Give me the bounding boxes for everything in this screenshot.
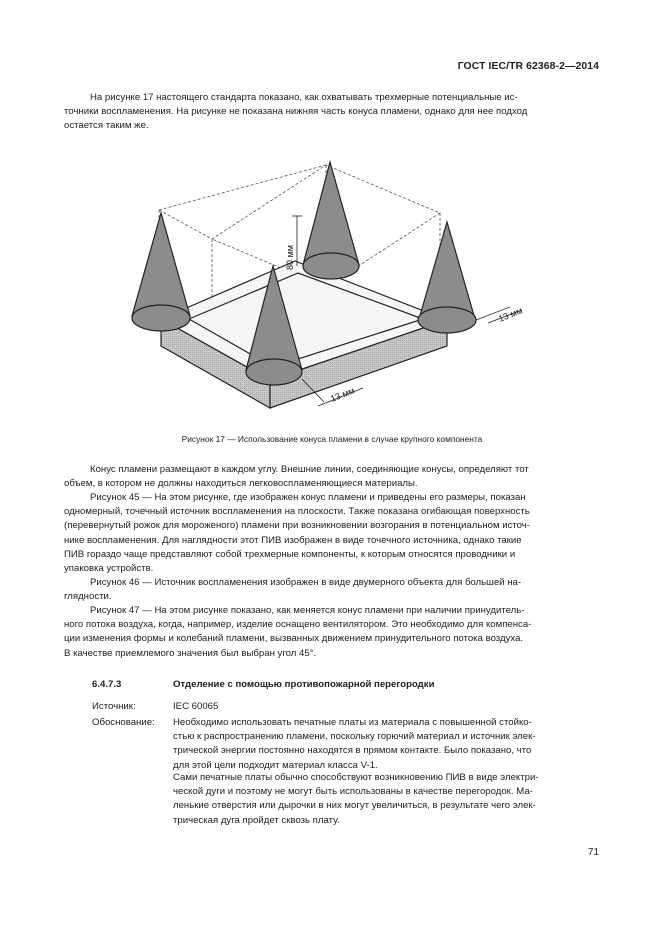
dimension-height-label: 80 мм — [285, 245, 295, 270]
paragraph-figure-46 — [64, 576, 600, 604]
paragraph-figure-45 — [64, 491, 600, 576]
text-line: Рисунок 45 — На этом рисунке, где изображен конус пламени и приведены его размеры, показан — [90, 492, 526, 503]
section-number: 6.4.7.3 — [92, 679, 122, 690]
text-line: точники воспламенения. На рисунке не показана нижняя часть конуса пламени, однако для нее подход — [64, 106, 528, 118]
component-board — [161, 261, 447, 408]
dimension-right-label: 13 мм — [497, 305, 524, 324]
rationale-paragraph-1 — [173, 716, 599, 773]
rationale-paragraph-2 — [173, 771, 599, 828]
text-line: Рисунок 46 — Источник воспламенения изображен в виде двумерного объекта для большей на- — [90, 577, 522, 588]
text-line: ческой дуги и поэтому не могут быть использованы в качестве перегородок. Ма- — [173, 786, 533, 798]
flame-cone — [132, 213, 190, 331]
text-line: объем, в котором не должны находиться легковоспламеняющиеся материалы. — [64, 478, 418, 490]
intro-paragraph — [64, 91, 600, 134]
flame-cone — [303, 162, 359, 279]
source-value: IEC 60065 — [173, 701, 219, 712]
dimension-bottom-label: 13 мм — [329, 385, 356, 404]
text-line: упаковка устройств. — [64, 563, 154, 575]
flame-cone — [418, 222, 476, 333]
text-line: стью к распространению пламени, поскольку горючий материал и источник элек- — [173, 731, 536, 743]
text-line: ПИВ гораздо чаще представляют собой трехмерные компоненты, к которым относятся проводники и — [64, 548, 516, 560]
source-label: Источник: — [92, 701, 136, 712]
text-line: ного потока воздуха, когда, например, изделие оснащено вентилятором. Это необходимо для компенса- — [64, 619, 532, 631]
text-line: (перевернутый рожок для мороженого) пламени при возникновении возгорания в потенциальном источ- — [64, 520, 530, 532]
text-line: Конус пламени размещают в каждом углу. Внешние линии, соединяющие конусы, определяют тот — [90, 464, 529, 475]
text-line: трической энергии постоянно находятся в прямом контакте. Было показано, что — [173, 745, 532, 757]
rationale-label: Обоснование: — [92, 717, 155, 728]
text-line: Необходимо использовать печатные платы из материала с повышенной стойко- — [173, 717, 532, 728]
paragraph-cones — [64, 463, 600, 491]
text-line: одномерный, точечный источник воспламенения на плоскости. Также показана огибающая поверхность — [64, 506, 530, 518]
paragraph-figure-47 — [64, 604, 600, 661]
text-line: Сами печатные платы обычно способствуют возникновению ПИВ в виде электри- — [173, 772, 539, 783]
text-line: нике воспламенения. Для наглядности этот ПИВ изображен в виде точечного источника, однако такие — [64, 534, 522, 546]
figure-17-diagram — [120, 150, 550, 420]
text-line: Рисунок 47 — На этом рисунке показано, как меняется конус пламени при наличии принудитель- — [90, 605, 525, 616]
text-line: трическая дуга пройдет сквозь плату. — [173, 814, 340, 826]
text-line: для этой цели подходит материал класса V-1. — [173, 759, 378, 771]
section-title: Отделение с помощью противопожарной перегородки — [173, 679, 435, 690]
page-number: 71 — [587, 847, 599, 858]
text-line: глядности. — [64, 591, 112, 603]
text-line: На рисунке 17 настоящего стандарта показано, как охватывать трехмерные потенциальные ис- — [90, 92, 518, 103]
figure-caption: Рисунок 17 — Использование конуса пламени в случае крупного компонента — [181, 434, 483, 444]
text-line: остается таким же. — [64, 120, 149, 132]
document-header: ГОСТ IEC/TR 62368-2—2014 — [457, 61, 599, 72]
text-line: В качестве приемлемого значения был выбран угол 45°. — [64, 647, 317, 659]
text-line: ции изменения формы и колебаний пламени, вызванных движением принудительного потока воздуха. — [64, 633, 524, 645]
text-line: ленькие отверстия или дырочки в них могут увеличиться, в результате чего элек- — [173, 800, 536, 812]
